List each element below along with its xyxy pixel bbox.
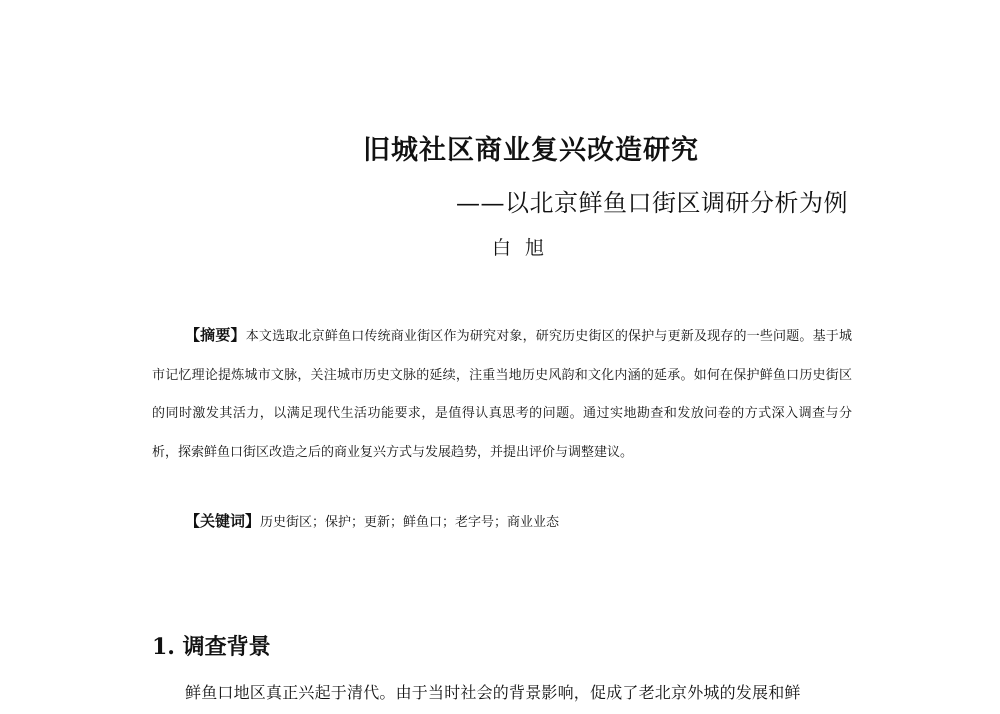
abstract-label: 【摘要】	[185, 326, 246, 344]
paper-subtitle: ——以北京鲜鱼口街区调研分析为例	[456, 189, 848, 217]
paper-title: 旧城社区商业复兴改造研究	[363, 135, 699, 166]
keywords-label: 【关键词】	[185, 512, 261, 530]
section-body-text: 鲜鱼口地区真正兴起于清代。由于当时社会的背景影响，促成了老北京外城的发展和鲜	[185, 683, 801, 702]
abstract-text: 本文选取北京鲜鱼口传统商业街区作为研究对象，研究历史街区的保护与更新及现存的一些问题。基于城市记忆理论提炼城市文脉，关注城市历史文脉的延续，注重当地历史风韵和文化内涵的延承。如何在保护鲜鱼口历史街区的同时激发其活力，以满足现代生活功能要求，是值得认真思考的问题。通过实地勘查和发放问卷的方式深入调查与分析，探索鲜鱼口街区改造之后的商业复兴方式与发展趋势，并提出评价与调整建议。	[152, 329, 852, 460]
keywords-line	[185, 510, 559, 531]
keywords-text: 历史街区；保护；更新；鲜鱼口；老字号；商业业态	[260, 515, 560, 530]
author-name: 白旭	[492, 237, 559, 259]
abstract-paragraph	[152, 316, 852, 472]
abstract-block	[152, 316, 852, 472]
section-heading: 1. 调查背景	[152, 634, 271, 660]
